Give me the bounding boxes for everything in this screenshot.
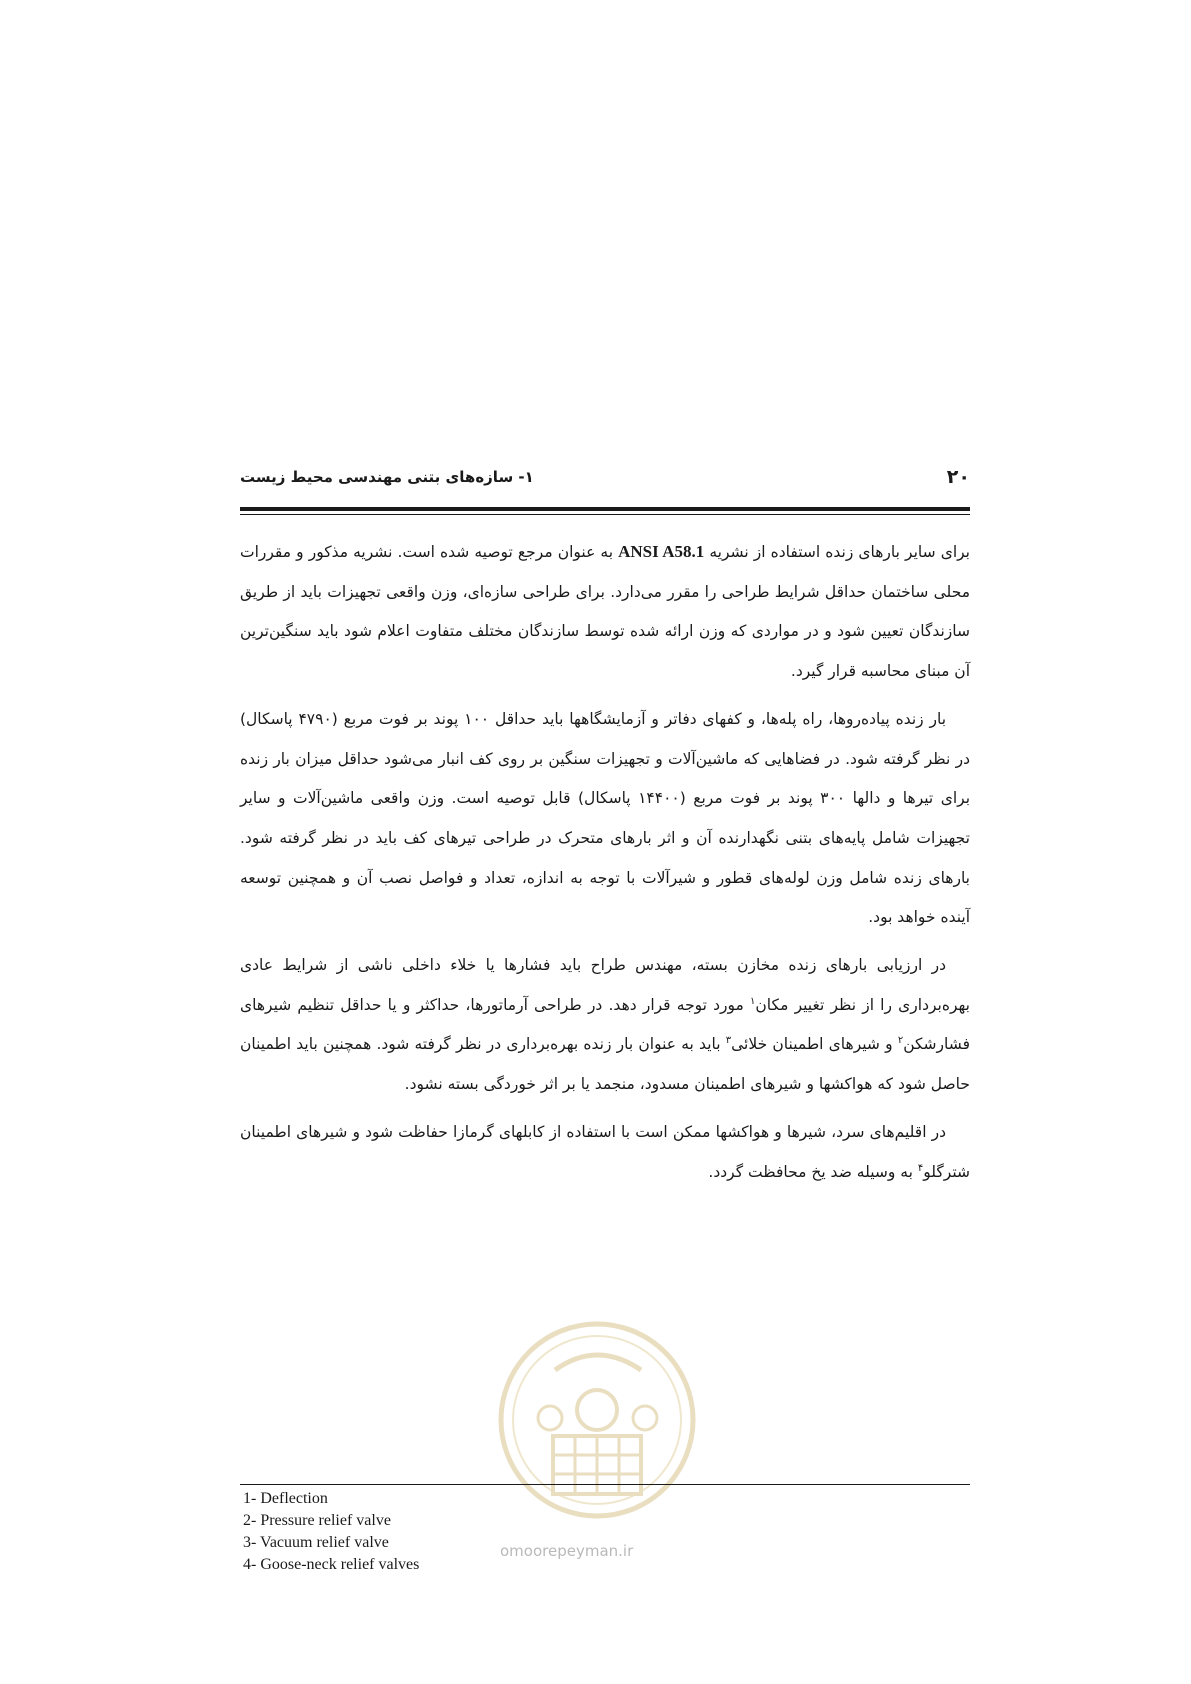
header-rule-thin xyxy=(240,514,970,515)
paragraph-2: بار زنده پیاده‌روها، راه پله‌ها، و کفهای دفاتر و آزمایشگاهها باید حداقل ۱۰۰ پوند بر فوت مربع (۴۷۹۰ پاسکال) در نظر گرفته شود. در فضاهایی که ماشین‌آلات و تجهیزات سنگین بر روی کف انبار می‌شود حداقل میزان بار زنده برای تیرها و دالها ۳۰۰ پوند بر فوت مربع (۱۴۴۰۰ پاسکال) قابل توصیه است. وزن واقعی ماشین‌آلات و سایر تجهیزات شامل پایه‌های بتنی نگهدارنده آن و اثر بارهای متحرک در طراحی تیرهای کف باید در نظر گرفته شود. بارهای زنده شامل وزن لوله‌های قطور و شیرآلات با توجه به اندازه، تعداد و فواصل نصب آن و همچنین توسعه آینده خواهد بود. xyxy=(240,709,971,927)
footnote-ref-2: ۲ xyxy=(897,1035,904,1047)
footnote-rule xyxy=(240,1484,970,1485)
running-header xyxy=(240,466,970,496)
footnotes xyxy=(243,1488,643,1576)
p4-text-a: در اقلیم‌های سرد، شیرها و هواکشها ممکن است با استفاده از کابلهای گرمازا حفاظت شود و شیرهای اطمینان شترگلو xyxy=(240,1122,970,1181)
footnote-4: 4- Goose-neck relief valves xyxy=(243,1556,420,1573)
p3-text-c: و شیرهای اطمینان خلائی xyxy=(731,1035,893,1054)
chapter-title: ۱- سازه‌های بتنی مهندسی محیط زیست xyxy=(240,468,534,486)
p1-text-before: برای سایر بارهای زنده استفاده از نشریه xyxy=(709,543,970,561)
p3-text-b: مورد توجه قرار دهد. در طراحی آرماتورها، حداکثر و یا حداقل تنظیم شیرهای فشارشکن xyxy=(240,995,970,1054)
body-text xyxy=(240,532,970,1200)
p3-text-a: در ارزیابی بارهای زنده مخازن بسته، مهندس طراح باید فشارها یا خلاء داخلی ناشی از شرایط عادی بهره‌برداری را از نظر تغییر مکان xyxy=(240,956,970,1014)
footnote-ref-1: ۱ xyxy=(750,995,756,1007)
footnote-1: 1- Deflection xyxy=(243,1490,328,1507)
footnote-ref-4: ۴ xyxy=(917,1162,924,1174)
footnote-ref-3: ۳ xyxy=(725,1035,732,1047)
header-rule-thick xyxy=(240,507,970,511)
standard-code: ANSI A58.1 xyxy=(618,542,705,561)
watermark-url: omoorepeyman.ir xyxy=(500,1542,634,1560)
paragraph-3 xyxy=(240,946,970,1105)
footnote-3: 3- Vacuum relief valve xyxy=(243,1534,389,1551)
paragraph-1 xyxy=(240,532,970,692)
p1-text-after: به عنوان مرجع توصیه شده است. نشریه مذکور و مقررات محلی ساختمان حداقل شرایط طراحی را مقرر می‌دارد. برای طراحی سازه‌ای، وزن واقعی تجهیزات باید از طریق سازندگان تعیین شود و در مواردی که وزن ارائه شده توسط سازندگان مختلف متفاوت اعلام شود باید سنگین‌ترین آن مبنای محاسبه قرار گیرد. xyxy=(240,543,970,681)
paragraph-4 xyxy=(240,1113,970,1192)
p4-text-b: به وسیله ضد یخ محافظت گردد. xyxy=(708,1162,913,1181)
p3-text-d: باید به عنوان بار زنده بهره‌برداری در نظر گرفته شود. همچنین باید اطمینان حاصل شود که هواکشها و شیرهای اطمینان مسدود، منجمد یا بر اثر خوردگی بسته نشود. xyxy=(240,1035,970,1094)
page-number: ۲۰ xyxy=(946,466,970,488)
footnote-2: 2- Pressure relief valve xyxy=(243,1512,391,1529)
